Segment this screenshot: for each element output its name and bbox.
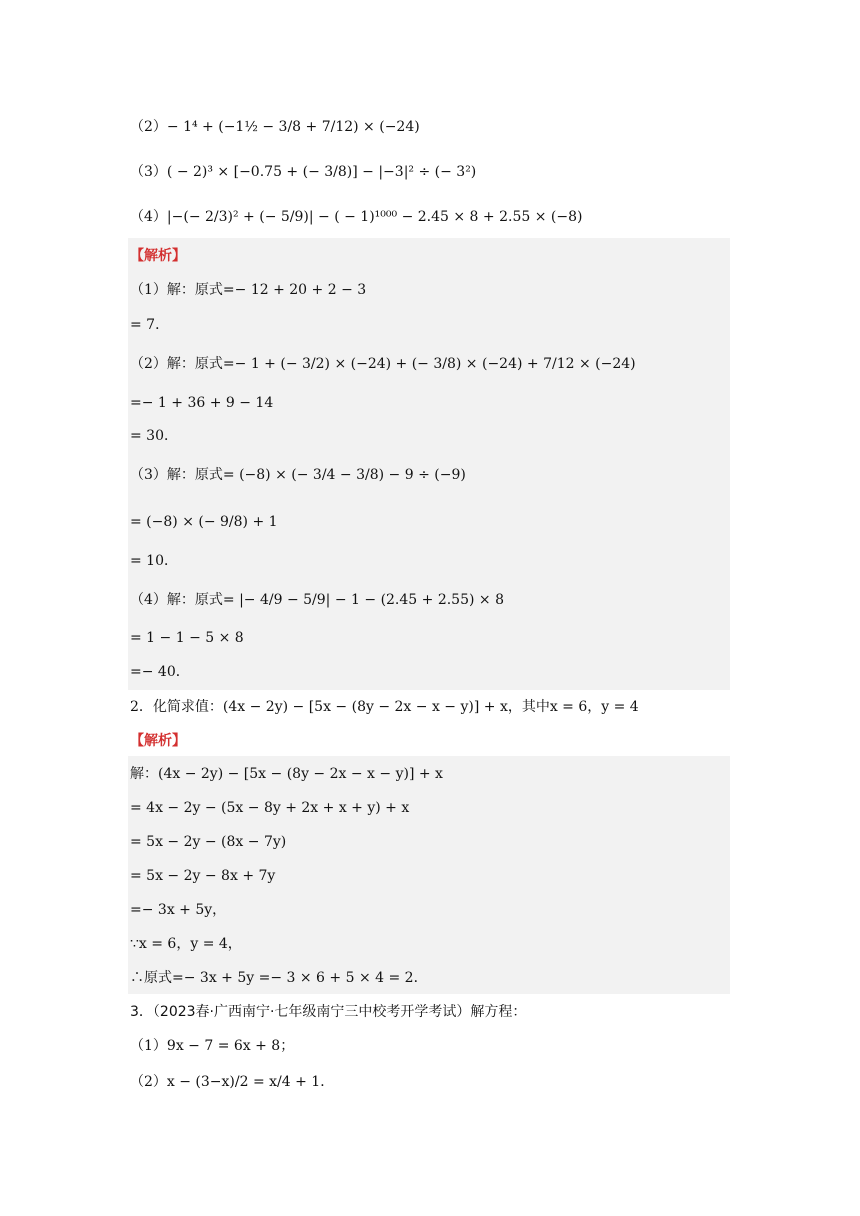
q1-item-4: （4）|−(− 2/3)² + (− 5/9)| − ( − 1)¹⁰⁰⁰ − 2.45 × 8 + 2.55 × (−8)	[130, 209, 583, 225]
sol1-line-2: = 7．	[130, 317, 170, 333]
question-2: 2．化简求值：(4x − 2y) − [5x − (8y − 2x − x − y)] + x，其中x = 6，y = 4	[130, 699, 639, 715]
q1-item-3: （3）( − 2)³ × [−0.75 + (− 3/8)] − |−3|² ÷ (− 3²)	[130, 164, 477, 180]
sol1-line-5: = 30．	[130, 428, 178, 444]
sol1-line-4: =− 1 + 36 + 9 − 14	[130, 395, 274, 411]
solution-block-1	[128, 238, 730, 690]
sol2-line-5: =− 3x + 5y，	[130, 902, 227, 918]
sol2-line-4: = 5x − 2y − 8x + 7y	[130, 868, 276, 884]
sol2-line-6: ∵x = 6，y = 4，	[130, 936, 242, 952]
q3-item-1: （1）9x − 7 = 6x + 8；	[130, 1038, 295, 1054]
sol1-line-10: = 1 − 1 − 5 × 8	[130, 630, 244, 646]
analysis-label-1: 【解析】	[130, 248, 186, 264]
sol2-line-2: = 4x − 2y − (5x − 8y + 2x + x + y) + x	[130, 800, 410, 816]
question-3: 3．（2023春·广西南宁·七年级南宁三中校考开学考试）解方程：	[130, 1004, 527, 1020]
sol1-line-8: = 10．	[130, 553, 178, 569]
sol1-line-3: （2）解：原式=− 1 + (− 3/2) × (−24) + (− 3/8) × (−24) + 7/12 × (−24)	[130, 356, 636, 372]
sol1-line-7: = (−8) × (− 9/8) + 1	[130, 514, 278, 530]
sol2-line-7: ∴原式=− 3x + 5y =− 3 × 6 + 5 × 4 = 2．	[130, 970, 428, 986]
sol2-line-1: 解：(4x − 2y) − [5x − (8y − 2x − x − y)] + x	[130, 766, 443, 782]
analysis-label-2: 【解析】	[130, 733, 186, 749]
q1-item-2: （2）− 1⁴ + (−1½ − 3/8 + 7/12) × (−24)	[130, 119, 420, 135]
q3-item-2: （2）x − (3−x)/2 = x/4 + 1．	[130, 1074, 335, 1090]
sol2-line-3: = 5x − 2y − (8x − 7y)	[130, 834, 287, 850]
sol1-line-9: （4）解：原式= |− 4/9 − 5/9| − 1 − (2.45 + 2.55) × 8	[130, 592, 505, 608]
sol1-line-1: （1）解：原式=− 12 + 20 + 2 − 3	[130, 282, 367, 298]
sol1-line-11: =− 40．	[130, 664, 190, 680]
sol1-line-6: （3）解：原式= (−8) × (− 3/4 − 3/8) − 9 ÷ (−9)	[130, 467, 466, 483]
